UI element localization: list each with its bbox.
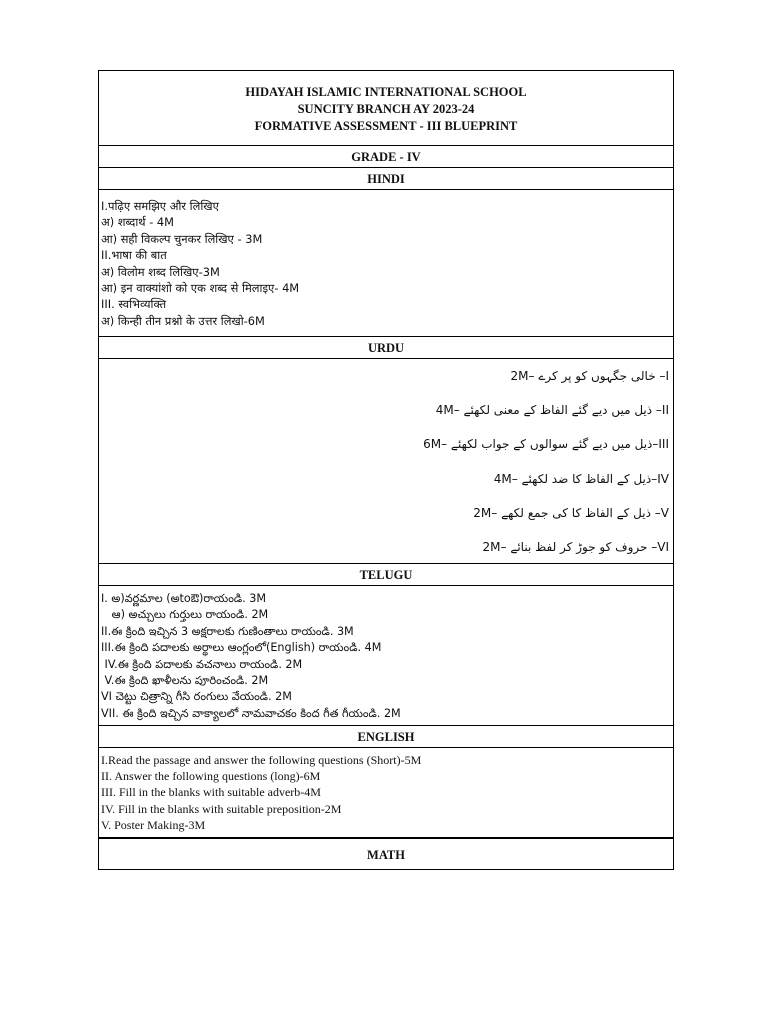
- telugu-content: [98, 585, 674, 725]
- branch-year: SUNCITY BRANCH AY 2023-24: [297, 102, 475, 116]
- hindi-content: [98, 189, 674, 336]
- hindi-heading: HINDI: [98, 167, 674, 189]
- list-item: VII. ఈ క్రింది ఇచ్చిన వాక్యాలలో నామవాచకం కింద గీత గీయండి. 2M: [101, 706, 401, 720]
- list-item: अ) शब्दार्थ - 4M: [101, 215, 175, 230]
- list-item: IV–ذیل کے الفاظ کا ضد لکھئے –4M: [493, 471, 669, 486]
- list-item: III. Fill in the blanks with suitable adverb-4M: [101, 785, 321, 800]
- urdu-content: [98, 358, 674, 563]
- list-item: I.पढ़िए समझिए और लिखिए: [101, 199, 219, 213]
- list-item: IV.ఈ క్రింది పదాలకు వచనాలు రాయండి. 2M: [101, 657, 303, 671]
- list-item: V.ఈ క్రింది ఖాళీలను పూరించండి. 2M: [101, 674, 269, 688]
- school-name: HIDAYAH ISLAMIC INTERNATIONAL SCHOOL: [245, 85, 527, 99]
- list-item: II.भाषा की बात: [101, 248, 167, 263]
- grade-heading: GRADE - IV: [98, 145, 674, 167]
- list-item: ఆ) అచ్చులు గుర్తులు రాయండి. 2M: [101, 608, 269, 622]
- assessment-title: FORMATIVE ASSESSMENT - III BLUEPRINT: [254, 119, 518, 133]
- list-item: अ) विलोम शब्द लिखिए-3M: [101, 264, 220, 279]
- list-item: IV. Fill in the blanks with suitable preposition-2M: [101, 801, 342, 816]
- list-item: I. అ)వర్ణమాల (అtoఔ)రాయండి. 3M: [101, 592, 267, 605]
- list-item: III.ఈ క్రింది పదాలకు అర్థాలు ఆంగ్లంలో(English) రాయండి. 4M: [101, 641, 382, 655]
- list-item: II.ఈ క్రింది ఇచ్చిన 3 అక్షరాలకు గుణింతాలు రాయండి. 3M: [101, 624, 354, 638]
- list-item: III–ذیل میں دیے گئے سوالوں کے جواب لکھئے –6M: [423, 437, 669, 452]
- urdu-heading: URDU: [98, 336, 674, 358]
- list-item: V. Poster Making-3M: [101, 817, 206, 832]
- list-item: II– ذیل میں دیے گئے الفاظ کے معنی لکھئے –4M: [435, 403, 669, 418]
- english-heading: ENGLISH: [98, 725, 674, 747]
- list-item: V– ذیل کے الفاظ کا کی جمع لکھے –2M: [473, 505, 669, 520]
- list-item: VI చెట్టు చిత్రాన్ని గీసి రంగులు వేయండి. 2M: [101, 690, 292, 704]
- telugu-heading: TELUGU: [98, 563, 674, 585]
- list-item: अ) किन्ही तीन प्रश्नो के उत्तर लिखो-6M: [101, 313, 265, 328]
- blueprint-table: [98, 70, 674, 870]
- math-heading: MATH: [98, 837, 674, 870]
- list-item: आ) सही विकल्प चुनकर लिखिए - 3M: [101, 231, 263, 246]
- list-item: I– خالی جگہوں کو پر کرے –2M: [510, 369, 669, 383]
- list-item: आ) इन वाक्यांशो को एक शब्द से मिलाइए- 4M: [101, 281, 300, 296]
- list-item: I.Read the passage and answer the following questions (Short)-5M: [101, 753, 422, 767]
- english-content: [98, 747, 674, 837]
- list-item: III. स्वभिव्यक्ति: [101, 297, 167, 312]
- list-item: VI– حروف کو جوڑ کر لفظ بنائے –2M: [482, 539, 669, 554]
- school-header: [98, 70, 674, 145]
- list-item: II. Answer the following questions (long)-6M: [101, 769, 321, 784]
